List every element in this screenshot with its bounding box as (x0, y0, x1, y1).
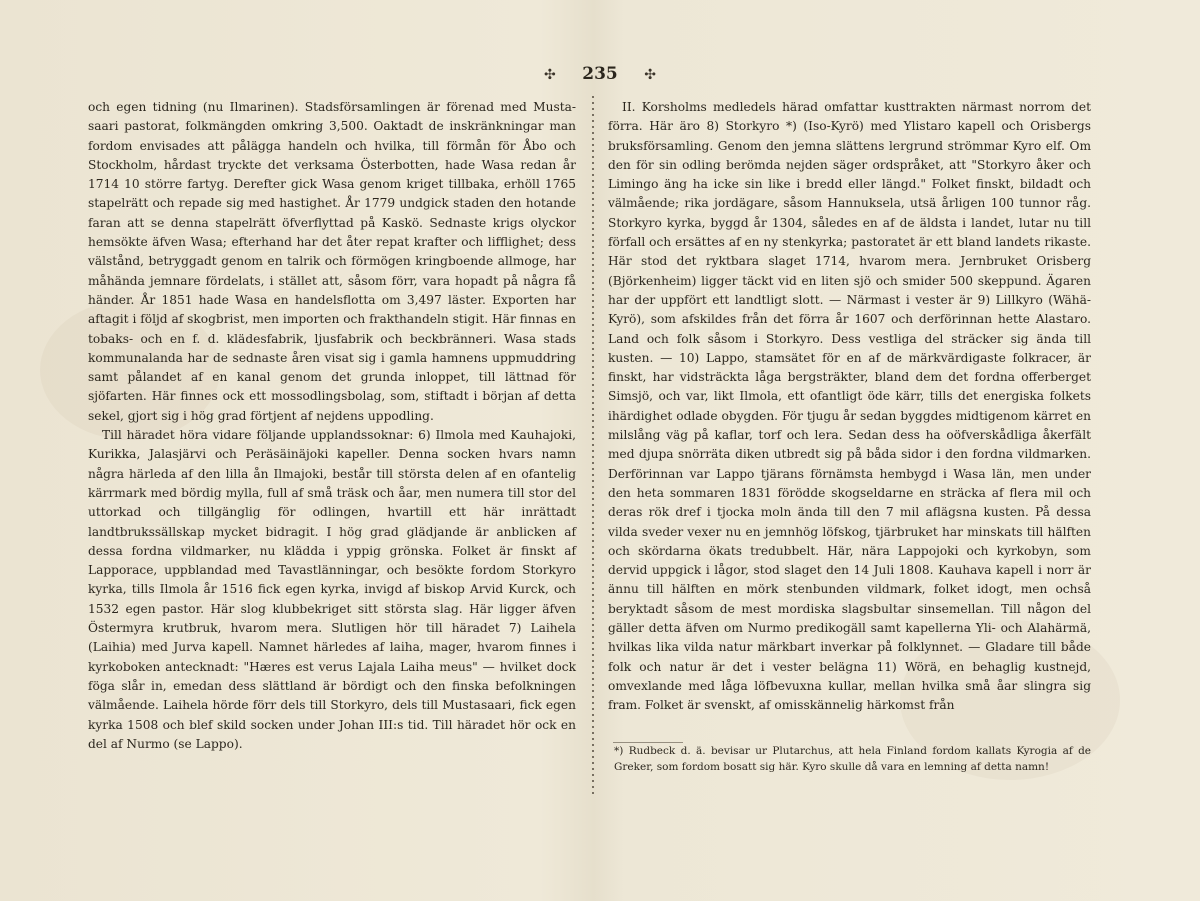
footnote-text: *) Rudbeck d. ä. bevisar ur Plutarchus, att hela Finland fordom kallats Kyrogia af de Greker, som fordom bosatt sig här. Kyro skulle då vara en lemning af detta namn! (614, 745, 1091, 773)
ornament-right-icon: ✣ (644, 67, 657, 83)
page-header (0, 60, 1200, 88)
right-column (608, 98, 1091, 716)
footnote (614, 744, 1091, 775)
paragraph: Till häradet höra vidare följande upplandssoknar: 6) Ilmola med Kauhajoki, Kurikka, Jalasjärvi och Peräsäinäjoki kapeller. Denna socken hvars namn några härleda af den lilla ån Ilmajoki, består till största delen af en ofantelig kärrmark med bördig mylla, full af små träsk och åar, men numera till stor del uttorkad och tillgänglig för odlingen, hvartill ett här inrättadt landtbrukssällskap mycket bidragit. I hög grad glädjande är anblicken af dessa fordna vildmarker, nu klädda i yppig grönska. Folket är finskt af Lapporace, uppblandad med Tavastlänningar, och besökte fordom Storkyro kyrka, tills Ilmola år 1516 fick egen kyrka, invigd af biskop Arvid Kurck, och 1532 egen pastor. Här slog klubbekriget sitt största slag. Här ligger äfven Östermyra krutbruk, hvarom mera. Slutligen hör till häradet 7) Laihela (Laihia) med Jurva kapell. Namnet härledes af laiha, mager, hvarom finnes i kyrkoboken antecknadt: "Hæres est verus Lajala Laiha meus" — hvilket dock föga slår in, emedan dess slättland är bördigt och den finska befolkningen välmående. Laihela hörde förr dels till Storkyro, dels till Mustasaari, fick egen kyrka 1508 och blef skild socken under Johan III:s tid. Till häradet hör ock en del af Nurmo (se Lappo). (88, 428, 576, 751)
paragraph: och egen tidning (nu Ilmarinen). Stadsförsamlingen är förenad med Musta-saari pastorat, folkmängden omkring 3,500. Oaktadt de inskränkningar man fordom envisades att pålägga handeln och hvilka, till förmån för Åbo och Stockholm, hårdast tryckte det verksama Österbotten, hade Wasa redan år 1714 10 större fartyg. Derefter gick Wasa genom kriget tillbaka, erhöll 1765 stapelrätt och repade sig med hastighet. År 1779 undgick staden den hotande faran att se denna stapelrätt öfverflyttad på Kaskö. Sednaste krigs olyckor hemsökte äfven Wasa; efterhand har det åter repat krafter och lifflighet; dess välstånd, betryggadt genom en talrik och förmögen kringboende allmoge, har måhända jemnare fördelats, i stället att, såsom förr, vara hopadt på några få händer. År 1851 hade Wasa en handelsflotta om 3,497 läster. Exporten har aftagit i följd af skogbrist, men importen och frakthandeln stigit. Här finnas en tobaks- och en f. d. klädesfabrik, ljusfabrik och beckbränneri. Wasa stads kommunalanda har de sednaste åren visat sig i gamla hamnens uppmuddring samt pålandet af en kanal genom det grunda inloppet, till lättnad för sjöfarten. Här finnes ock ett mossodlingsbolag, som, stiftadt i början af detta sekel, gjort sig i hög grad förtjent af nejdens uppodling. (88, 100, 576, 423)
column-divider (592, 96, 594, 796)
ornament-left-icon: ✣ (543, 67, 556, 83)
footnote-rule (613, 742, 683, 743)
paragraph: II. Korsholms medledels härad omfattar kusttrakten närmast norrom det förra. Här äro 8) Storkyro *) (Iso-Kyrö) med Ylistaro kapell och Orisbergs bruksförsamling. Genom den jemna slättens lergrund strömmar Kyro elf. Om den för sin odling berömda nejden säger ordspråket, att "Storkyro åker och Limingo äng ha icke sin like i bredd eller längd." Folket finskt, bildadt och välmående; rika jordägare, såsom Hannuksela, utsä årligen 100 tunnor råg. Storkyro kyrka, byggd år 1304, således en af de äldsta i landet, lutar nu till förfall och ersättes af en ny stenkyrka; pastoratet är ett bland landets rikaste. Här stod det ryktbara slaget 1714, hvarom mera. Jernbruket Orisberg (Björkenheim) ligger täckt vid en liten sjö och smider 500 skeppund. Ägaren har der uppfört ett landtligt slott. — Närmast i vester är 9) Lillkyro (Wähä-Kyrö), som afskildes från det förra år 1607 och derförinnan hette Alastaro. Land och folk såsom i Storkyro. Dess vestliga del sträcker sig ända till kusten. — 10) Lappo, stamsätet för en af de märkvärdigaste folkracer, är finskt, har vidsträckta låga bergsträkter, bland dem det fordna offerberget Simsjö, och var, likt Ilmola, ett ofantligt öde kärr, tills det energiska folkets ihärdighet odlade obygden. För tjugu år sedan byggdes midtigenom kärret en milslång väg på kaflar, torf och lera. Sedan dess ha oöfverskådliga åkerfält med djupa snörräta diken utbredt sig på båda sidor i den fordna vildmarken. Derförinnan var Lappo tjärans förnämsta hembygd i Wasa län, men under den heta sommaren 1831 förödde skogseldarne en sträcka af flera mil och deras rök dref i tjocka moln ända till den 7 mil aflägsna kusten. På dessa vilda sveder vexer nu en jemnhög löfskog, tjärbruket har minskats till hälften och skördarna ökats tredubbelt. Här, nära Lappojoki och kyrkobyn, som dervid uppgick i lågor, stod slaget den 14 Juli 1808. Kauhava kapell i norr är ännu till hälften en mörk stenbunden vildmark, folket idogt, men ochså beryktadt såsom de mest mordiska slagsbultar sinsemellan. Till någon del gäller detta äfven om Nurmo predikogäll samt kapellerna Yli- och Alahärmä, hvilkas lika vilda natur märkbart inverkar på folklynnet. — Gladare till både folk och natur är det i vester belägna 11) Wörä, en behaglig kustnejd, omvexlande med låga löfbevuxna kullar, mellan hvilka små åar slingra sig fram. Folket är svenskt, af omisskännelig härkomst från (608, 100, 1091, 713)
left-column (88, 98, 576, 754)
page-number: 235 (582, 64, 618, 84)
